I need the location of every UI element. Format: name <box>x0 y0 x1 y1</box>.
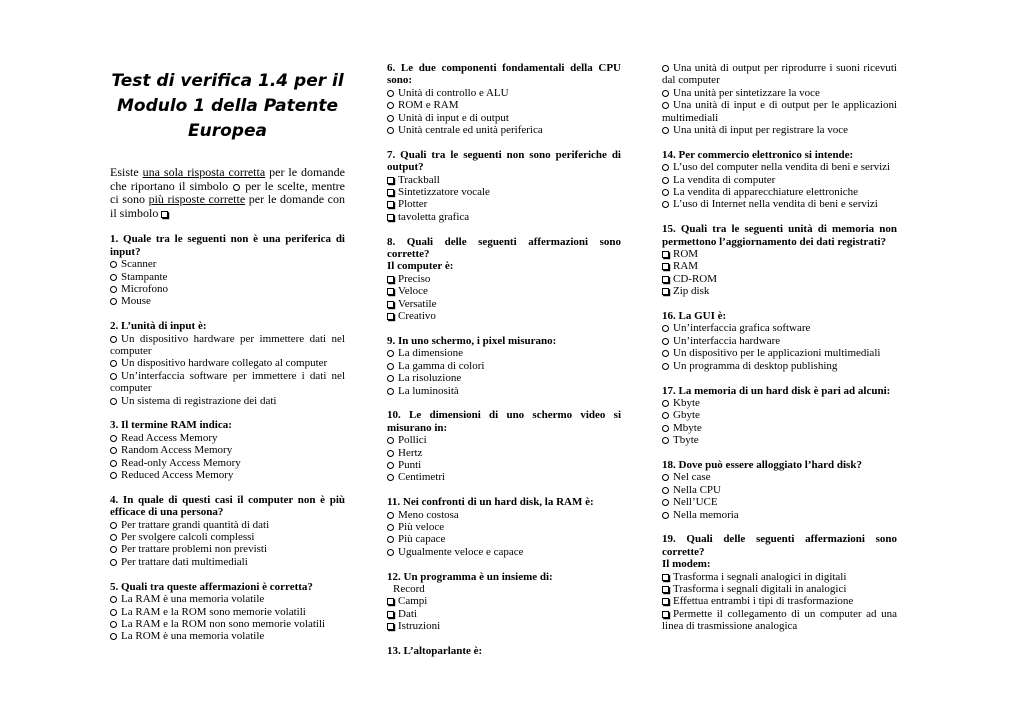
answer-option[interactable] <box>110 444 345 456</box>
circle-radio-icon[interactable] <box>387 437 394 444</box>
answer-option-label: ROM e RAM <box>398 99 459 112</box>
answer-option-label: Preciso <box>398 272 431 285</box>
circle-radio-icon[interactable] <box>662 102 669 109</box>
square-checkbox-icon[interactable] <box>662 263 669 270</box>
answer-option-label: Nella CPU <box>673 483 721 496</box>
answer-option-label: Effettua entrambi i tipi di trasformazione <box>673 595 854 608</box>
circle-radio-icon[interactable] <box>110 609 117 616</box>
answer-option[interactable] <box>110 395 345 407</box>
question-text: 14. Per commercio elettronico si intende: <box>662 148 854 161</box>
circle-radio-icon[interactable] <box>662 350 669 357</box>
circle-radio-icon[interactable] <box>110 360 117 367</box>
answer-option[interactable] <box>662 347 897 359</box>
answer-option-label: La risoluzione <box>398 372 462 385</box>
answer-option[interactable] <box>387 459 621 471</box>
answer-option[interactable] <box>662 285 897 297</box>
question-text: 10. Le dimensioni di uno schermo video si misurano in: <box>387 409 621 434</box>
circle-radio-icon[interactable] <box>662 512 669 519</box>
square-checkbox-icon[interactable] <box>662 598 669 605</box>
square-checkbox-icon[interactable] <box>662 251 669 258</box>
answer-option[interactable] <box>110 618 345 630</box>
answer-option[interactable] <box>387 360 621 372</box>
answer-option[interactable] <box>662 409 897 421</box>
answer-option[interactable] <box>387 447 621 459</box>
circle-radio-icon[interactable] <box>387 375 394 382</box>
question-block <box>110 494 345 568</box>
answer-option-label: Permette il collegamento di un computer ad una linea di trasmissione analogica <box>662 607 897 633</box>
question-block <box>110 233 345 307</box>
answer-option[interactable] <box>662 99 897 124</box>
question-block <box>662 149 897 211</box>
question-block <box>110 419 345 481</box>
answer-option[interactable] <box>110 457 345 469</box>
answer-option-label: Plotter <box>398 198 428 211</box>
circle-radio-icon[interactable] <box>387 127 394 134</box>
answer-option-label: Campi <box>398 595 428 608</box>
answer-option-label: La vendita di computer <box>673 173 776 186</box>
answer-option-label: La ROM è una memoria volatile <box>121 630 265 643</box>
circle-radio-icon[interactable] <box>662 487 669 494</box>
question-block <box>110 581 345 643</box>
question-block <box>662 385 897 447</box>
answer-option-label: La RAM e la ROM non sono memorie volatili <box>121 617 326 630</box>
answer-option-label: Un dispositivo per le applicazioni multimediali <box>673 347 881 360</box>
answer-option-label: Creativo <box>398 310 436 323</box>
answer-option[interactable] <box>662 260 897 272</box>
answer-option[interactable] <box>110 271 345 283</box>
answer-option[interactable] <box>387 546 621 558</box>
title-line-1: Test di verifica 1.4 per il <box>111 71 344 91</box>
answer-option[interactable] <box>662 360 897 372</box>
question-text: Il computer è: <box>387 260 454 273</box>
instructions-paragraph <box>110 166 345 220</box>
answer-option[interactable] <box>387 186 621 198</box>
answer-option[interactable] <box>110 543 345 555</box>
question-text: 18. Dove può essere alloggiato l’hard disk? <box>662 458 862 471</box>
question-text: 13. L’altoparlante è: <box>387 644 483 657</box>
answer-option[interactable] <box>662 434 897 446</box>
answer-option-label: Nella memoria <box>673 508 739 521</box>
circle-radio-icon[interactable] <box>387 350 394 357</box>
answer-option[interactable] <box>110 606 345 618</box>
answer-option[interactable] <box>387 620 621 632</box>
answer-option[interactable] <box>387 124 621 136</box>
answer-option[interactable] <box>662 422 897 434</box>
answer-option-label: Una unità per sintetizzare la voce <box>673 86 820 99</box>
square-checkbox-icon[interactable] <box>387 214 394 221</box>
answer-option[interactable] <box>387 347 621 359</box>
answer-option[interactable] <box>387 509 621 521</box>
question-text: 15. Quali tra le seguenti unità di memoria non permettono l’aggiornamento dei dati registrati? <box>662 223 897 248</box>
answer-option[interactable] <box>662 62 897 87</box>
question-text: 6. Le due componenti fondamentali della CPU sono: <box>387 62 621 87</box>
circle-radio-icon[interactable] <box>662 201 669 208</box>
answer-option-label: Un’interfaccia software per immettere i dati nel computer <box>110 369 345 395</box>
answer-option-label: Record <box>393 582 425 595</box>
square-checkbox-icon[interactable] <box>387 598 394 605</box>
answer-option[interactable] <box>662 335 897 347</box>
circle-radio-icon[interactable] <box>387 512 394 519</box>
answer-option-label: Per svolgere calcoli complessi <box>121 531 255 544</box>
column-3 <box>662 62 897 645</box>
answer-option-label: La RAM e la ROM sono memorie volatili <box>121 605 306 618</box>
circle-radio-icon[interactable] <box>110 633 117 640</box>
answer-option[interactable] <box>110 469 345 481</box>
answer-option[interactable] <box>387 583 621 595</box>
answer-option[interactable] <box>387 211 621 223</box>
answer-option-label: La gamma di colori <box>398 359 485 372</box>
circle-radio-icon[interactable] <box>662 363 669 370</box>
answer-option-label: Un programma di desktop publishing <box>673 359 838 372</box>
answer-option-label: Reduced Access Memory <box>121 469 234 482</box>
answer-option-label: Un dispositivo hardware per immettere dati nel computer <box>110 332 345 358</box>
square-checkbox-icon[interactable] <box>662 586 669 593</box>
answer-option[interactable] <box>387 87 621 99</box>
circle-radio-icon[interactable] <box>110 534 117 541</box>
answer-option-label: Più capace <box>398 533 446 546</box>
square-checkbox-icon[interactable] <box>662 611 669 618</box>
answer-option-label: Trasforma i segnali digitali in analogici <box>673 582 847 595</box>
circle-radio-icon[interactable] <box>662 65 669 72</box>
answer-option-label: La RAM è una memoria volatile <box>121 593 265 606</box>
question-block <box>387 409 621 483</box>
answer-option-label: Versatile <box>398 297 437 310</box>
circle-radio-icon[interactable] <box>387 363 394 370</box>
circle-radio-icon[interactable] <box>110 447 117 454</box>
circle-radio-icon[interactable] <box>110 546 117 553</box>
question-block <box>662 533 897 632</box>
answer-option[interactable] <box>110 283 345 295</box>
question-text: 16. La GUI è: <box>662 310 727 323</box>
circle-radio-icon[interactable] <box>387 102 394 109</box>
answer-option-label: CD-ROM <box>673 272 718 285</box>
answer-option[interactable] <box>662 484 897 496</box>
answer-option[interactable] <box>662 248 897 260</box>
square-checkbox-icon[interactable] <box>387 623 394 630</box>
intro-text-1: Esiste <box>110 165 143 179</box>
question-text: 9. In uno schermo, i pixel misurano: <box>387 334 557 347</box>
answer-option-label: Dati <box>398 607 417 620</box>
square-checkbox-icon[interactable] <box>387 313 394 320</box>
answer-option-label: RAM <box>673 260 699 273</box>
answer-option-label: Istruzioni <box>398 620 441 633</box>
question-text: 3. Il termine RAM indica: <box>110 419 232 432</box>
answer-option-label: Zip disk <box>673 285 710 298</box>
answer-option[interactable] <box>387 298 621 310</box>
circle-radio-icon[interactable] <box>110 559 117 566</box>
intro-text-2: per le domande che riportano il simbolo <box>110 165 346 193</box>
intro-underline-2: più risposte corrette <box>148 192 246 207</box>
circle-radio-icon[interactable] <box>662 325 669 332</box>
question-block <box>387 62 621 136</box>
answer-option-label: Una unità di input per registrare la voce <box>673 124 849 137</box>
square-checkbox-icon[interactable] <box>662 276 669 283</box>
page-title <box>110 69 345 144</box>
circle-radio-icon[interactable] <box>387 549 394 556</box>
circle-radio-icon[interactable] <box>387 536 394 543</box>
circle-radio-icon[interactable] <box>662 499 669 506</box>
circle-radio-icon[interactable] <box>110 286 117 293</box>
circle-radio-icon[interactable] <box>662 177 669 184</box>
question-text: 7. Quali tra le seguenti non sono periferiche di output? <box>387 148 621 174</box>
question-list <box>387 62 621 657</box>
answer-option[interactable] <box>110 357 345 369</box>
circle-radio-icon[interactable] <box>110 261 117 268</box>
question-block <box>387 496 621 558</box>
answer-option-label: L’uso di Internet nella vendita di beni e servizi <box>673 198 878 211</box>
answer-option-label: Nel case <box>673 471 711 484</box>
question-text: 8. Quali delle seguenti affermazioni sono corrette? <box>387 235 621 261</box>
question-text: 12. Un programma è un insieme di: <box>387 570 553 583</box>
answer-option[interactable] <box>662 571 897 583</box>
answer-option[interactable] <box>662 583 897 595</box>
answer-option-label: Mouse <box>121 295 151 308</box>
answer-option-label: Nell’UCE <box>673 496 718 509</box>
answer-option-label: Unità centrale ed unità periferica <box>398 124 543 137</box>
answer-option[interactable] <box>387 174 621 186</box>
circle-radio-icon[interactable] <box>110 621 117 628</box>
answer-option-label: Punti <box>398 458 422 471</box>
answer-option[interactable] <box>387 99 621 111</box>
answer-option[interactable] <box>110 556 345 568</box>
answer-option[interactable] <box>387 434 621 446</box>
answer-option-label: Veloce <box>398 285 428 298</box>
answer-option[interactable] <box>387 385 621 397</box>
question-block <box>662 223 897 297</box>
answer-option-label: Microfono <box>121 283 169 295</box>
answer-option[interactable] <box>662 161 897 173</box>
question-block <box>662 62 897 136</box>
answer-option[interactable] <box>662 595 897 607</box>
answer-option-label: Un’interfaccia hardware <box>673 334 781 347</box>
circle-radio-icon[interactable] <box>110 274 117 281</box>
answer-option-label: Più veloce <box>398 520 445 533</box>
square-checkbox-icon[interactable] <box>387 177 394 184</box>
title-line-3: Europea <box>188 121 267 141</box>
answer-option[interactable] <box>110 630 345 642</box>
column-2 <box>387 62 621 670</box>
question-block <box>110 320 345 407</box>
circle-radio-icon[interactable] <box>110 435 117 442</box>
circle-radio-icon[interactable] <box>110 373 117 380</box>
answer-option[interactable] <box>387 285 621 297</box>
answer-option[interactable] <box>387 595 621 607</box>
answer-option[interactable] <box>387 372 621 384</box>
answer-option-label: Per trattare dati multimediali <box>121 555 248 568</box>
circle-radio-icon[interactable] <box>110 522 117 529</box>
answer-option[interactable] <box>662 174 897 186</box>
answer-option-label: La dimensione <box>398 347 464 360</box>
answer-option[interactable] <box>110 333 345 358</box>
answer-option-label: Pollici <box>398 434 427 447</box>
circle-radio-icon[interactable] <box>662 90 669 97</box>
circle-radio-icon[interactable] <box>662 338 669 345</box>
answer-option-label: Trackball <box>398 173 440 186</box>
answer-option[interactable] <box>662 496 897 508</box>
answer-option[interactable] <box>387 521 621 533</box>
answer-option-label: Stampante <box>121 270 168 283</box>
answer-option-label: La vendita di apparecchiature elettroniche <box>673 186 859 199</box>
circle-radio-icon[interactable] <box>387 90 394 97</box>
answer-option[interactable] <box>662 186 897 198</box>
answer-option-label: Gbyte <box>673 409 700 422</box>
question-block <box>662 310 897 372</box>
column-1 <box>110 62 345 655</box>
answer-option-label: Ugualmente veloce e capace <box>398 545 524 558</box>
question-text: 5. Quali tra queste affermazioni è corretta? <box>110 580 313 593</box>
answer-option-label: tavoletta grafica <box>398 210 470 223</box>
question-block <box>387 645 621 657</box>
answer-option[interactable] <box>110 593 345 605</box>
circle-radio-icon <box>233 184 240 191</box>
answer-option[interactable] <box>662 322 897 334</box>
answer-option[interactable] <box>110 295 345 307</box>
square-checkbox-icon <box>161 211 168 218</box>
answer-option-label: Un sistema di registrazione dei dati <box>121 394 277 407</box>
answer-option-label: ROM <box>673 248 699 261</box>
question-text: 2. L’unità di input è: <box>110 320 207 333</box>
answer-option[interactable] <box>387 608 621 620</box>
answer-option[interactable] <box>110 531 345 543</box>
circle-radio-icon[interactable] <box>662 474 669 481</box>
circle-radio-icon[interactable] <box>662 189 669 196</box>
answer-option[interactable] <box>110 258 345 270</box>
answer-option-label: Mbyte <box>673 421 702 434</box>
square-checkbox-icon[interactable] <box>387 276 394 283</box>
question-list <box>662 62 897 633</box>
answer-option-label: Un dispositivo hardware collegato al computer <box>121 357 328 370</box>
square-checkbox-icon[interactable] <box>387 189 394 196</box>
answer-option-label: Per trattare problemi non previsti <box>121 543 268 556</box>
circle-radio-icon[interactable] <box>387 524 394 531</box>
answer-option[interactable] <box>387 198 621 210</box>
answer-option[interactable] <box>662 397 897 409</box>
intro-text-4: per le domande con il simbolo <box>110 192 345 220</box>
answer-option-label: Kbyte <box>673 396 700 409</box>
answer-option-label: Unità di controllo e ALU <box>398 86 509 99</box>
answer-option-label: Read-only Access Memory <box>121 456 241 469</box>
answer-option-label: La luminosità <box>398 384 459 397</box>
circle-radio-icon[interactable] <box>387 450 394 457</box>
circle-radio-icon[interactable] <box>387 474 394 481</box>
question-text: 4. In quale di questi casi il computer non è più efficace di una persona? <box>110 493 345 519</box>
answer-option-label: Sintetizzatore vocale <box>398 186 490 199</box>
answer-option[interactable] <box>110 519 345 531</box>
question-block <box>387 335 621 397</box>
answer-option[interactable] <box>387 310 621 322</box>
question-text: 11. Nei confronti di un hard disk, la RAM è: <box>387 496 594 509</box>
question-list <box>110 233 345 642</box>
question-text: 19. Quali delle seguenti affermazioni sono corrette? <box>662 533 897 558</box>
circle-radio-icon[interactable] <box>110 398 117 405</box>
circle-radio-icon[interactable] <box>387 115 394 122</box>
intro-text-3: per le scelte, mentre ci sono <box>110 178 345 207</box>
square-checkbox-icon[interactable] <box>387 201 394 208</box>
circle-radio-icon[interactable] <box>662 412 669 419</box>
answer-option-label: L’uso del computer nella vendita di beni e servizi <box>673 161 891 174</box>
square-checkbox-icon[interactable] <box>662 288 669 295</box>
intro-underline-1: una sola risposta corretta <box>142 165 266 179</box>
circle-radio-icon[interactable] <box>662 164 669 171</box>
square-checkbox-icon[interactable] <box>387 301 394 308</box>
question-text: 17. La memoria di un hard disk è pari ad alcuni: <box>662 384 891 397</box>
answer-option[interactable] <box>662 273 897 285</box>
answer-option[interactable] <box>662 471 897 483</box>
title-line-2: Modulo 1 della Patente <box>116 96 339 116</box>
answer-option[interactable] <box>662 87 897 99</box>
answer-option-label: Un’interfaccia grafica software <box>673 322 811 335</box>
circle-radio-icon[interactable] <box>662 400 669 407</box>
answer-option[interactable] <box>110 370 345 395</box>
answer-option-label: Scanner <box>121 258 157 271</box>
question-text: Il modem: <box>662 558 711 571</box>
circle-radio-icon[interactable] <box>110 298 117 305</box>
circle-radio-icon[interactable] <box>387 388 394 395</box>
question-block <box>662 459 897 521</box>
answer-option[interactable] <box>387 471 621 483</box>
circle-radio-icon[interactable] <box>110 460 117 467</box>
circle-radio-icon[interactable] <box>662 425 669 432</box>
answer-option[interactable] <box>662 509 897 521</box>
answer-option[interactable] <box>387 533 621 545</box>
answer-option-label: Hertz <box>398 446 423 459</box>
answer-option[interactable] <box>387 112 621 124</box>
square-checkbox-icon[interactable] <box>387 611 394 618</box>
answer-option[interactable] <box>387 273 621 285</box>
square-checkbox-icon[interactable] <box>662 574 669 581</box>
answer-option[interactable] <box>662 608 897 633</box>
question-text: 1. Quale tra le seguenti non è una periferica di input? <box>110 233 345 258</box>
question-block <box>387 236 621 323</box>
answer-option-label: Trasforma i segnali analogici in digitali <box>673 570 847 583</box>
answer-option-label: Meno costosa <box>398 508 459 521</box>
square-checkbox-icon[interactable] <box>387 288 394 295</box>
circle-radio-icon[interactable] <box>387 462 394 469</box>
answer-option-label: Una unità di input e di output per le applicazioni multimediali <box>662 99 897 124</box>
answer-option[interactable] <box>662 198 897 210</box>
answer-option[interactable] <box>662 124 897 136</box>
answer-option-label: Una unità di output per riprodurre i suoni ricevuti dal computer <box>662 62 897 87</box>
answer-option-label: Centimetri <box>398 471 446 484</box>
answer-option-label: Per trattare grandi quantità di dati <box>121 518 270 531</box>
answer-option-label: Unità di input e di output <box>398 111 509 124</box>
circle-radio-icon[interactable] <box>110 336 117 343</box>
circle-radio-icon[interactable] <box>662 127 669 134</box>
circle-radio-icon[interactable] <box>110 472 117 479</box>
question-block <box>387 571 621 633</box>
answer-option-label: Tbyte <box>673 434 699 447</box>
question-block <box>387 149 621 223</box>
answer-option[interactable] <box>110 432 345 444</box>
answer-option-label: Random Access Memory <box>121 444 233 457</box>
circle-radio-icon[interactable] <box>662 437 669 444</box>
circle-radio-icon[interactable] <box>110 596 117 603</box>
answer-option-label: Read Access Memory <box>121 431 218 444</box>
